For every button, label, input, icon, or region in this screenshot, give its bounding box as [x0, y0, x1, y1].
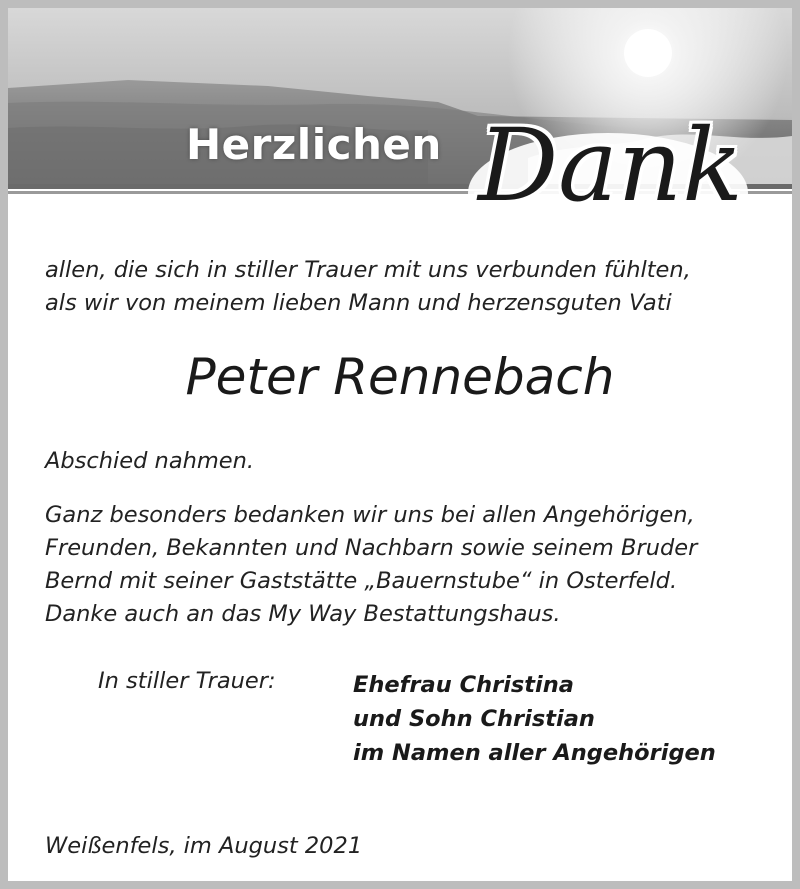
intro-line: als wir von meinem lieben Mann und herzensguten Vati [45, 290, 672, 316]
heading-dank: Dank [478, 107, 743, 208]
thanks-line: Danke auch an das My Way Bestattungshaus. [45, 601, 561, 627]
thanks-line: Ganz besonders bedanken wir uns bei allen Angehörigen, [45, 502, 695, 528]
intro-line: allen, die sich in stiller Trauer mit uns verbunden fühlten, [45, 257, 691, 283]
mourner-line: im Namen aller Angehörigen [353, 740, 716, 766]
mourners-list [353, 668, 716, 770]
thanks-line: Freunden, Bekannten und Nachbarn sowie seinem Bruder [45, 535, 698, 561]
deceased-name: Peter Rennebach [185, 348, 615, 406]
header-banner [8, 8, 792, 208]
mourner-line: Ehefrau Christina [353, 672, 574, 698]
mourning-label: In stiller Trauer: [98, 668, 276, 694]
thanks-text [45, 499, 697, 631]
thanks-line: Bernd mit seiner Gaststätte „Bauernstube“ in Osterfeld. [45, 568, 678, 594]
place-date: Weißenfels, im August 2021 [45, 833, 363, 859]
mourner-line: und Sohn Christian [353, 706, 595, 732]
obituary-card [8, 8, 792, 881]
intro-text [45, 254, 691, 320]
farewell-text: Abschied nahmen. [45, 448, 255, 474]
heading-herzlichen: Herzlichen [186, 120, 442, 169]
